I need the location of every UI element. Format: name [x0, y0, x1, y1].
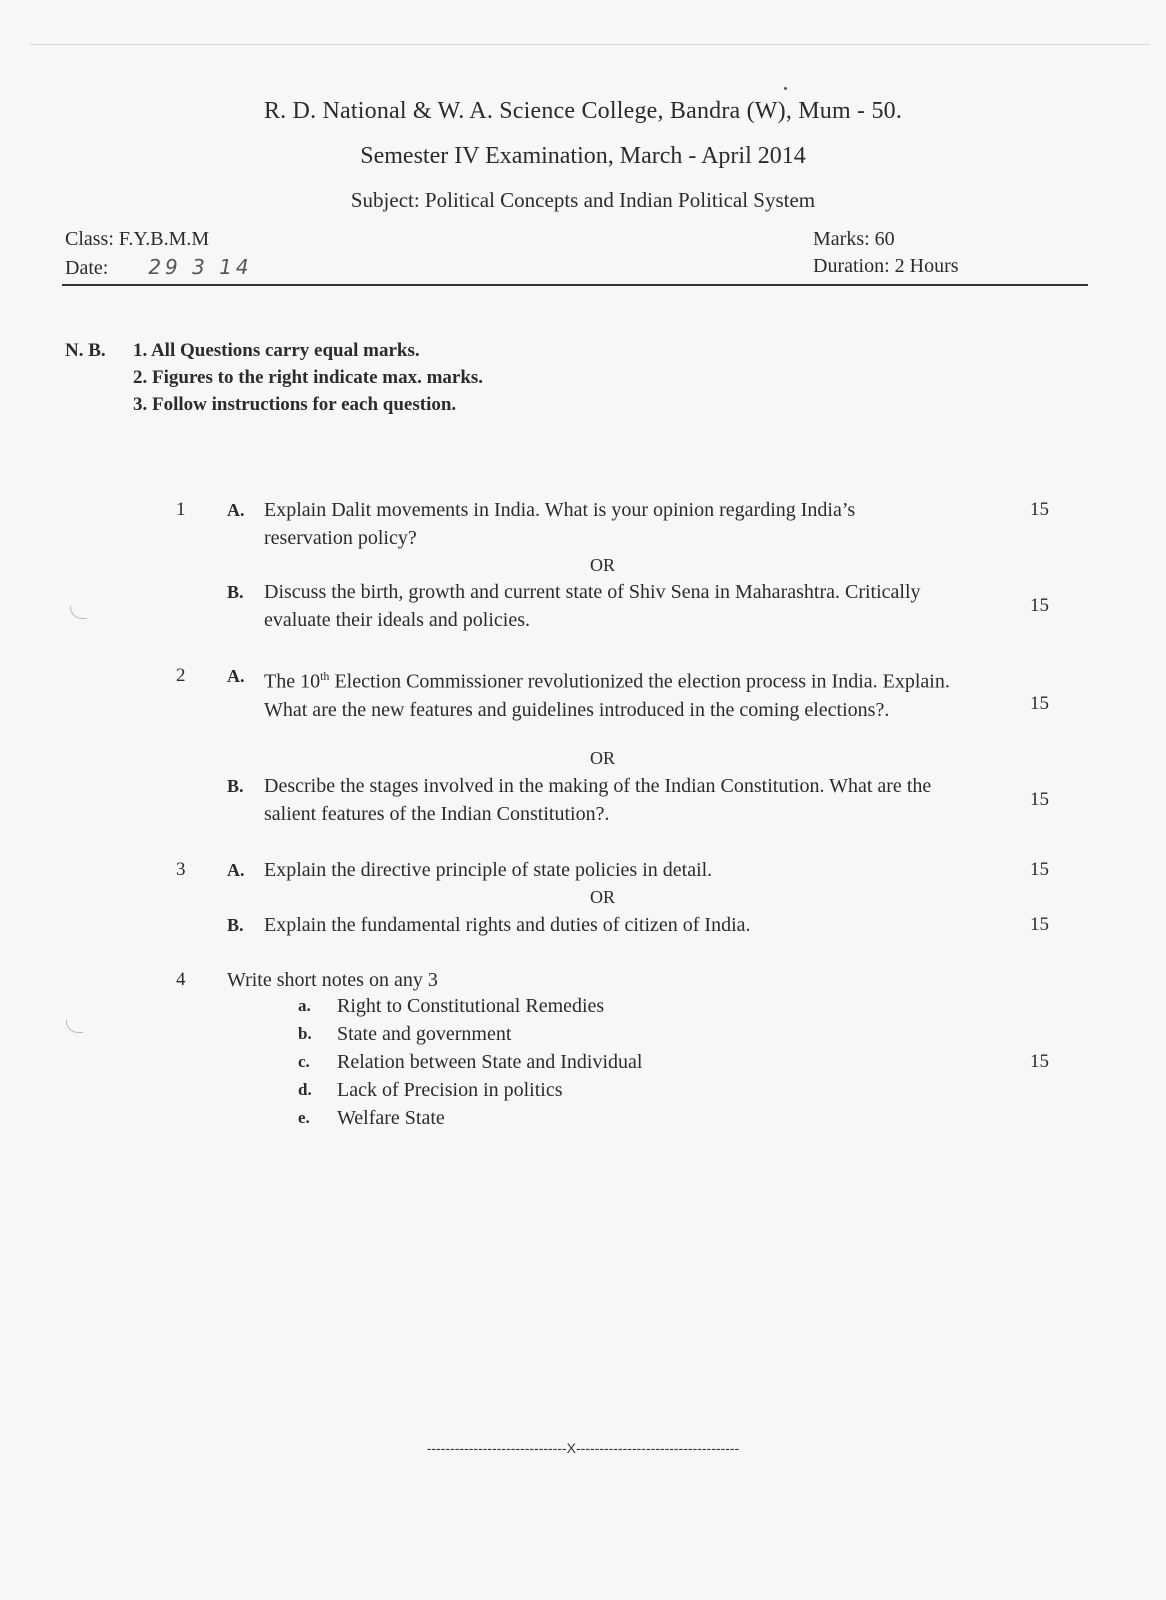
header-rule [62, 284, 1088, 286]
question-text: Discuss the birth, growth and current state of Shiv Sena in Maharashtra. Critically evaluate their ideals and policies. [264, 581, 921, 631]
question-number: 1 [176, 499, 186, 520]
instructions-list [133, 337, 483, 418]
or-divider: OR [590, 887, 616, 907]
item-text: Welfare State [337, 1107, 445, 1129]
handwritten-date: 29 3 14 [148, 255, 253, 279]
question-text: Describe the stages involved in the making of the Indian Constitution. What are the salient features of the Indian Constitution?. [264, 775, 932, 825]
duration-label: Duration: 2 Hours [813, 255, 959, 277]
question-text: Explain the directive principle of state policies in detail. [264, 859, 713, 881]
option-letter: A. [227, 500, 245, 520]
question-marks: 15 [1030, 859, 1049, 880]
item-letter: c. [298, 1052, 310, 1071]
question-text-part: The 10 [264, 670, 321, 693]
instruction-item: 3. Follow instructions for each question. [133, 394, 457, 415]
question-3 [0, 856, 1166, 946]
question-marks: 15 [1030, 914, 1049, 935]
option-letter: B. [227, 582, 244, 602]
question-text: Explain the fundamental rights and duties of citizen of India. [264, 914, 751, 936]
or-divider: OR [590, 555, 616, 575]
or-divider: OR [590, 748, 616, 768]
question-4 [0, 966, 1166, 1146]
option-letter: B. [227, 776, 244, 796]
nb-label: N. B. [65, 340, 106, 361]
instruction-item: 2. Figures to the right indicate max. marks. [133, 367, 484, 388]
question-number: 3 [176, 859, 186, 880]
class-label: Class: F.Y.B.M.M [65, 228, 210, 250]
exam-title: Semester IV Examination, March - April 2014 [360, 143, 806, 169]
item-letter: d. [298, 1080, 312, 1099]
scan-edge-line [30, 44, 1150, 45]
end-of-paper-marker: ------------------------------X----------------------------------- [426, 1440, 740, 1456]
college-name: R. D. National & W. A. Science College, Bandra (W), Mum - 50. [263, 98, 903, 124]
item-text: Relation between State and Individual [337, 1051, 643, 1073]
item-letter: a. [298, 996, 311, 1015]
ink-dot [784, 87, 787, 90]
superscript: th [320, 669, 330, 683]
question-number: 4 [176, 969, 186, 990]
item-text: Lack of Precision in politics [337, 1079, 563, 1101]
option-letter: B. [227, 915, 244, 935]
marks-label: Marks: 60 [813, 228, 895, 250]
question-marks: 15 [1030, 1051, 1049, 1072]
item-letter: e. [298, 1108, 310, 1127]
question-marks: 15 [1030, 595, 1049, 616]
instruction-item: 1. All Questions carry equal marks. [133, 340, 420, 361]
option-letter: A. [227, 666, 245, 686]
item-text: Right to Constitutional Remedies [337, 995, 605, 1017]
item-text: State and government [337, 1023, 512, 1045]
question-1 [0, 496, 1166, 636]
question-marks: 15 [1030, 693, 1049, 714]
question-number: 2 [176, 665, 186, 686]
question-marks: 15 [1030, 789, 1049, 810]
question-marks: 15 [1030, 499, 1049, 520]
option-letter: A. [227, 860, 245, 880]
subject-line: Subject: Political Concepts and Indian Political System [350, 188, 816, 212]
question-text: Explain Dalit movements in India. What is your opinion regarding India’s reservation policy? [264, 499, 856, 549]
question-text [264, 662, 984, 724]
item-letter: b. [298, 1024, 312, 1043]
question-2 [0, 662, 1166, 832]
question-text-part: Election Commissioner revolutionized the election process in India. Explain. What are the new features and guidelines introduced in the coming elections?. [264, 670, 950, 721]
date-label: Date: [65, 257, 109, 279]
question-text: Write short notes on any 3 [227, 969, 438, 991]
date-line [65, 255, 253, 280]
